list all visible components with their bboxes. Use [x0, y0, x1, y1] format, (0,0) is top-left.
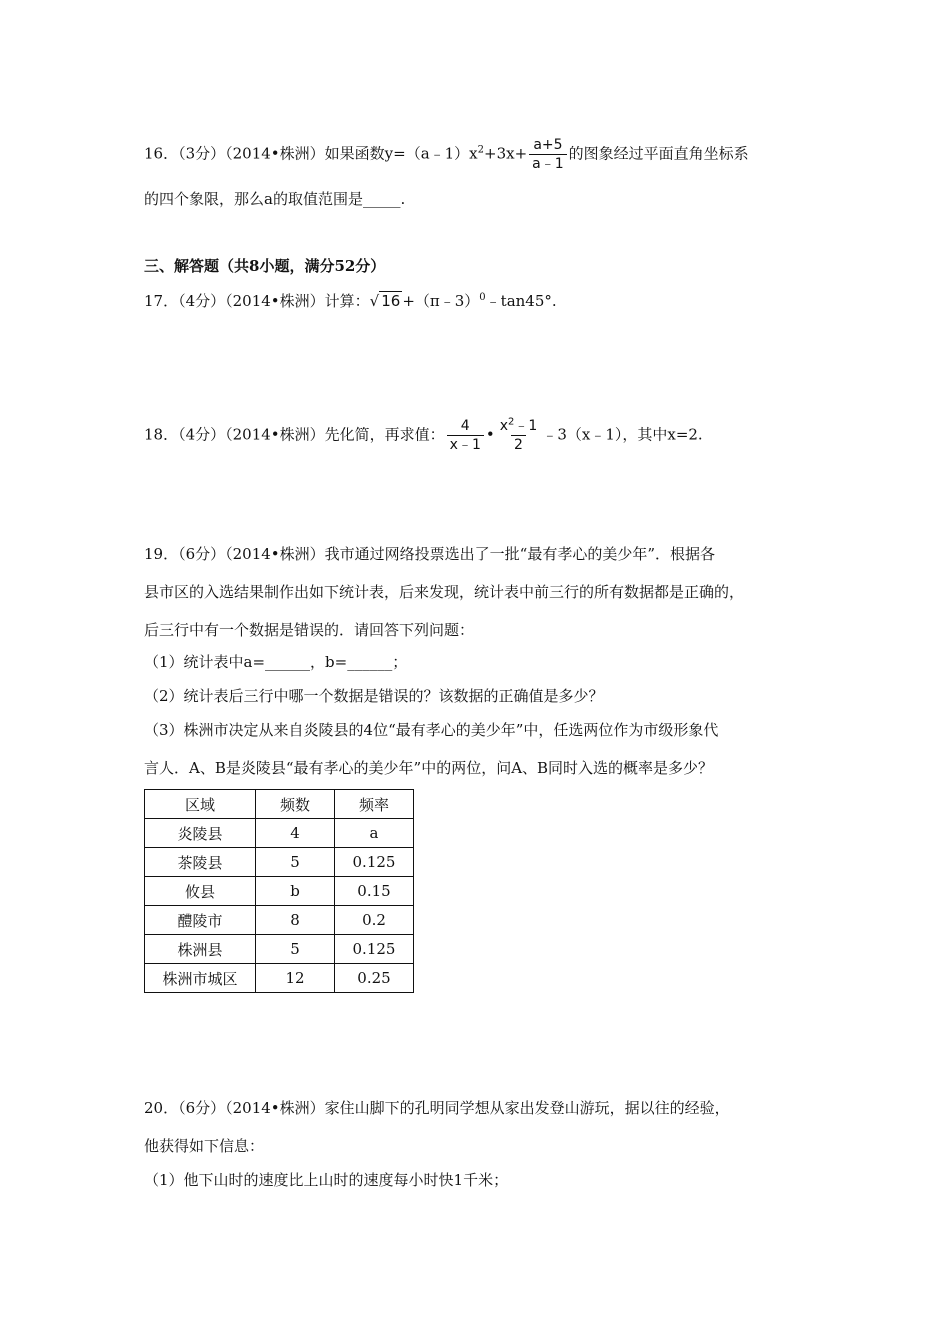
- table-cell: a: [335, 819, 414, 848]
- q16-line1: 16．（3分）（2014•株洲）如果函数$y=(a﹣1)x^2+3x+$ $\frac{a+5}{a﹣1}$ 的图象经过平面直角坐标系: [144, 137, 749, 172]
- q19-line4: （1）统计表中a=______，b=______；: [144, 653, 408, 671]
- q20-line3: （1）他下山时的速度比上山时的速度每小时快1千米；: [144, 1171, 509, 1189]
- q20-line2: 他获得如下信息：: [144, 1137, 265, 1155]
- table-cell: 茶陵县: [145, 848, 256, 877]
- table-row: [145, 906, 414, 935]
- sqrt-expression: √ 16: [369, 292, 401, 310]
- section-title: 三、解答题（共8小题，满分52分）: [144, 257, 386, 275]
- table-header-row: [145, 790, 414, 819]
- q18-line: 18．（4分）（2014•株洲）先化简，再求值： $\frac{4}{x﹣1}$ • $\frac{x^2﹣1}{2}$ ﹣3（x﹣1），其中x=2.: [144, 416, 703, 453]
- q19-line1: 19．（6分）（2014•株洲）我市通过网络投票选出了一批“最有孝心的美少年”．根据各: [144, 545, 715, 563]
- table-row: [145, 964, 414, 993]
- table-cell: 醴陵市: [145, 906, 256, 935]
- q16-line2: 的四个象限，那么a的取值范围是_____.: [144, 190, 406, 208]
- q17-line: 17．（4分）（2014•株洲）计算：√ 16 +（π﹣3）$^0$﹣tan45°.: [144, 292, 557, 310]
- table-cell: 12: [256, 964, 335, 993]
- table-cell: 0.125: [335, 848, 414, 877]
- q20-line1: 20．（6分）（2014•株洲）家住山脚下的孔明同学想从家出发登山游玩，据以往的经验，: [144, 1099, 730, 1117]
- q19-line3: 后三行中有一个数据是错误的．请回答下列问题：: [144, 621, 475, 639]
- table-cell: 0.125: [335, 935, 414, 964]
- table-cell: 0.25: [335, 964, 414, 993]
- table-cell: 8: [256, 906, 335, 935]
- table-cell: 0.2: [335, 906, 414, 935]
- q18-fraction-1: $\frac{4}{x﹣1}$: [447, 417, 484, 454]
- table-row: [145, 877, 414, 906]
- q19-line6: （3）株洲市决定从来自炎陵县的4位“最有孝心的美少年”中，任选两位作为市级形象代: [144, 721, 719, 739]
- q19-line7: 言人．A、B是炎陵县“最有孝心的美少年”中的两位，问A、B同时入选的概率是多少？: [144, 759, 714, 777]
- table-row: [145, 819, 414, 848]
- table-cell: 5: [256, 848, 335, 877]
- q16-fraction: $\frac{a+5}{a﹣1}$: [529, 136, 567, 173]
- table-header: 区域: [145, 790, 256, 819]
- table-cell: 0.15: [335, 877, 414, 906]
- table-cell: 4: [256, 819, 335, 848]
- q19-line5: （2）统计表后三行中哪一个数据是错误的？该数据的正确值是多少？: [144, 687, 604, 705]
- table-cell: 5: [256, 935, 335, 964]
- statistics-table: [144, 789, 414, 993]
- q19-line2: 县市区的入选结果制作出如下统计表，后来发现，统计表中前三行的所有数据都是正确的，: [144, 583, 745, 601]
- table-row: [145, 935, 414, 964]
- table-cell: 攸县: [145, 877, 256, 906]
- table-header: 频率: [335, 790, 414, 819]
- table-header: 频数: [256, 790, 335, 819]
- table-row: [145, 848, 414, 877]
- table-cell: 炎陵县: [145, 819, 256, 848]
- table-cell: 株洲县: [145, 935, 256, 964]
- q18-fraction-2: $\frac{x^2﹣1}{2}$: [499, 416, 538, 453]
- table-cell: b: [256, 877, 335, 906]
- table-cell: 株洲市城区: [145, 964, 256, 993]
